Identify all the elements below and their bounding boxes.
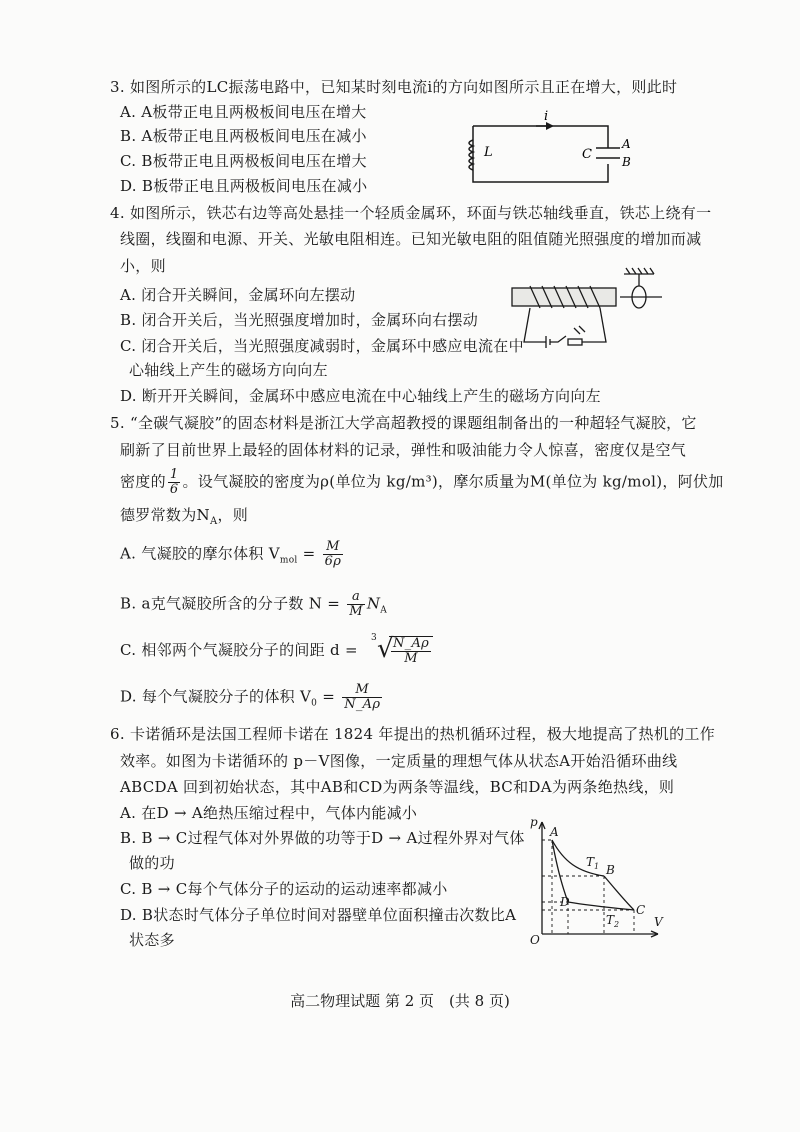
q6-origin-label: O <box>530 933 540 947</box>
q6-stem-line-3: ABCDA 回到初始状态，其中AB和CD为两条等温线，BC和DA为两条绝热线，则 <box>120 778 675 796</box>
q6-point-a-label: A <box>550 825 559 839</box>
q3-option-a: A. A板带正电且两极板间电压在增大 <box>120 103 367 121</box>
q6-option-b: B. B → C过程气体对外界做的功等于D → A过程外界对气体 <box>120 829 525 847</box>
q5-stem-line-2: 刷新了目前世界上最轻的固体材料的记录，弹性和吸油能力令人惊喜，密度仅是空气 <box>120 441 687 459</box>
q4-option-a: A. 闭合开关瞬间，金属环向左摆动 <box>120 286 356 304</box>
q5-option-b: B. a克气凝胶所含的分子数 N = $\frac{a}{M}$ $N_A$ <box>120 589 388 619</box>
q3-stem: 3. 如图所示的LC振荡电路中，已知某时刻电流i的方向如图所示且正在增大，则此时 <box>110 78 678 96</box>
q6-isotherm-t1-label: $T_1$ <box>586 855 600 871</box>
q3-capacitor-label: C <box>582 147 592 162</box>
q3-plate-a-label: A <box>622 137 631 151</box>
q5-option-d: D. 每个气凝胶分子的体积 $V_0$ = $\frac{M}{N\_A\rho}$ <box>120 682 381 712</box>
q6-stem-line-2: 效率。如图为卡诺循环的 p－V图像，一定质量的理想气体从状态A开始沿循环曲线 <box>120 752 678 770</box>
q4-stem-line-2: 线圈，线圈和电源、开关、光敏电阻相连。已知光敏电阻的阻值随光照强度的增加而减 <box>120 230 702 248</box>
q6-axis-v-label: V <box>654 915 663 929</box>
q5-stem-line-1: 5. “全碳气凝胶”的固态材料是浙江大学高超教授的课题组制备出的一种超轻气凝胶，它 <box>110 414 697 432</box>
q6-point-d-label: D <box>560 895 570 909</box>
q3-option-b: B. A板带正电且两极板间电压在减小 <box>120 127 367 145</box>
q5-option-a: A. 气凝胶的摩尔体积 $V_{mol}$ = $\frac{M}{6\rho}$ <box>120 539 342 569</box>
q3-option-c: C. B板带正电且两极板间电压在增大 <box>120 152 367 170</box>
q4-stem-line-3: 小，则 <box>120 257 166 275</box>
q3-current-label: i <box>544 109 549 124</box>
q6-point-c-label: C <box>636 903 646 917</box>
q6-option-c: C. B → C每个气体分子的运动的运动速率都减小 <box>120 880 448 898</box>
q6-option-d-cont: 状态多 <box>129 931 175 949</box>
q3-option-d: D. B板带正电且两极板间电压在减小 <box>120 177 368 195</box>
q5-stem-line-4: 德罗常数为$N_A$，则 <box>120 506 249 527</box>
q4-stem-line-1: 4. 如图所示，铁芯右边等高处悬挂一个轻质金属环，环面与铁芯轴线垂直，铁芯上绕有一 <box>110 204 712 222</box>
q4-iron-core-figure <box>506 262 690 358</box>
q6-stem-line-1: 6. 卡诺循环是法国工程师卡诺在 1824 年提出的热机循环过程，极大地提高了热机的工作 <box>110 725 715 743</box>
q3-lc-circuit-figure <box>458 108 648 188</box>
q5-stem-line-3: 密度的 $\frac{1}{6}$ 。设气凝胶的密度为ρ(单位为 kg/m³)，摩尔质量为M(单位为 kg/mol)，阿伏加 <box>120 467 724 497</box>
q6-axis-p-label: p <box>530 815 538 829</box>
q4-option-b: B. 闭合开关后，当光照强度增加时，金属环向右摆动 <box>120 311 479 329</box>
q4-option-c-cont: 心轴线上产生的磁场方向向左 <box>129 361 328 379</box>
q5-option-c: C. 相邻两个气凝胶分子的间距 d = 3 √ $\frac{N\_A\rho}{M}$ <box>120 636 433 666</box>
q6-isotherm-t2-label: $T_2$ <box>606 913 620 929</box>
page-footer: 高二物理试题 第 2 页 (共 8 页) <box>290 992 510 1010</box>
q6-option-d: D. B状态时气体分子单位时间对器壁单位面积撞击次数比A <box>120 906 517 924</box>
q3-plate-b-label: B <box>622 155 631 169</box>
q6-option-b-cont: 做的功 <box>129 854 175 872</box>
q4-option-c: C. 闭合开关后，当光照强度减弱时，金属环中感应电流在中 <box>120 337 524 355</box>
q6-pv-diagram-figure <box>528 814 668 948</box>
q6-option-a: A. 在D → A绝热压缩过程中，气体内能减小 <box>120 804 418 822</box>
q6-point-b-label: B <box>606 863 615 877</box>
q3-inductor-label: L <box>484 145 493 160</box>
q4-option-d: D. 断开开关瞬间，金属环中感应电流在中心轴线上产生的磁场方向向左 <box>120 387 601 405</box>
